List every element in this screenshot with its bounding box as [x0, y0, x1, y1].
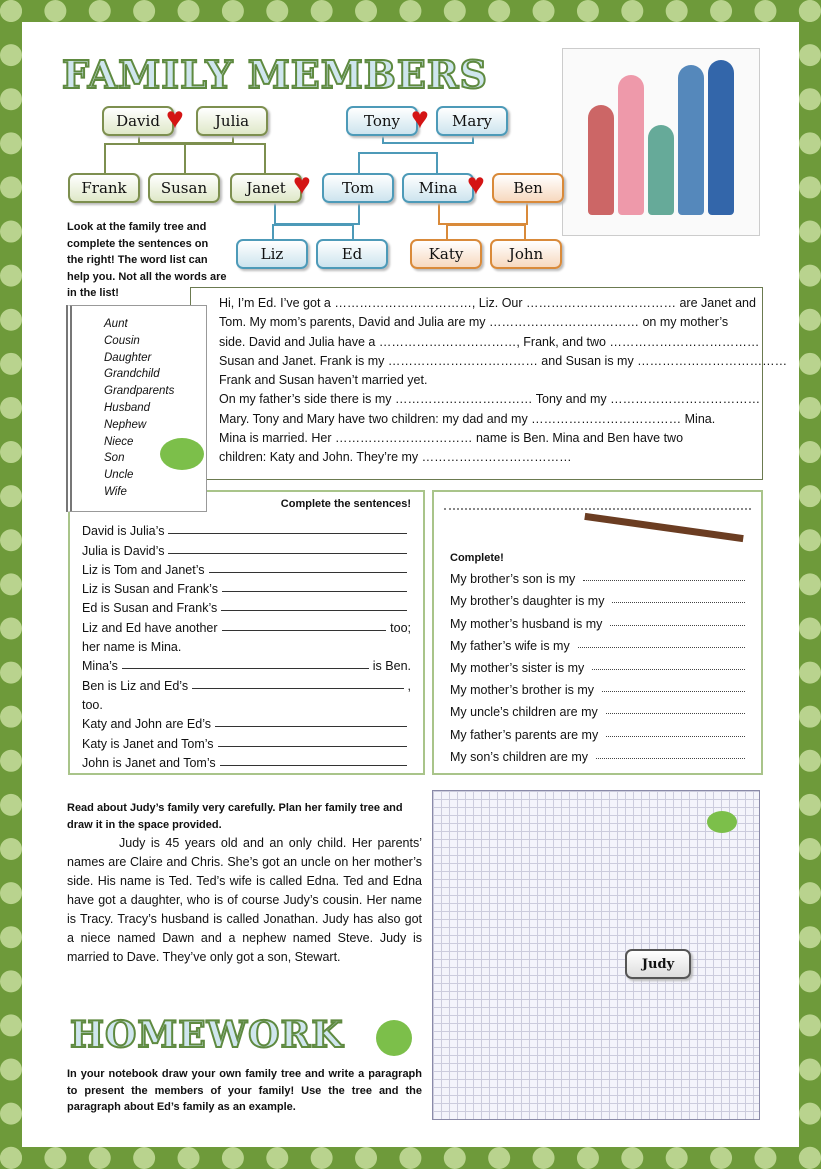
- answer-blank[interactable]: [221, 610, 407, 611]
- answer-blank[interactable]: [192, 688, 403, 689]
- word-list-item: Cousin: [104, 334, 140, 347]
- answer-blank[interactable]: [209, 572, 407, 573]
- tree-node-mina: Mina: [402, 173, 474, 203]
- person-figure: [618, 75, 644, 215]
- tree-line: [358, 152, 438, 173]
- complete-prompt: My mother’s husband is my: [450, 616, 603, 631]
- answer-blank[interactable]: [610, 625, 745, 626]
- sentence-row: [82, 577, 411, 596]
- word-list-item: Grandchild: [104, 368, 160, 381]
- tree-line: [274, 203, 360, 225]
- family-illustration: [562, 48, 760, 236]
- answer-blank[interactable]: [215, 726, 407, 727]
- sentence-prompt: Ben is Liz and Ed’s: [82, 678, 189, 693]
- answer-blank[interactable]: [592, 669, 745, 670]
- homework-title: HOMEWORK: [70, 1014, 344, 1056]
- paragraph-line: Mary. Tony and Mary have two children: my dad and my ……………………………… Mina.: [219, 411, 716, 426]
- blossom-branch-icon: [584, 513, 743, 542]
- tree-node-julia: Julia: [196, 106, 268, 136]
- tree-node-katy: Katy: [410, 239, 482, 269]
- paragraph-line: side. David and Julia have a ……………………………, Frank, and two ………………………………: [219, 334, 760, 349]
- tree-node-tom: Tom: [322, 173, 394, 203]
- spiral-binding: [444, 492, 751, 510]
- answer-blank[interactable]: [220, 765, 407, 766]
- answer-blank[interactable]: [606, 713, 745, 714]
- sentence-row: [82, 654, 411, 673]
- sentence-row: [82, 693, 411, 712]
- sentence-prompt: Liz is Tom and Janet’s: [82, 562, 205, 577]
- complete-row: [450, 608, 745, 630]
- paragraph-line: Mina is married. Her …………………………… name is Ben. Mina and Ben have two: [219, 431, 684, 446]
- tree-node-mary: Mary: [436, 106, 508, 136]
- sentence-prompt: Katy is Janet and Tom’s: [82, 736, 214, 751]
- complete-sentences-heading: Complete the sentences!: [280, 498, 411, 510]
- word-list-item: Daughter: [104, 351, 152, 364]
- sentence-row: [82, 712, 411, 731]
- heart-icon: ♥: [467, 168, 485, 201]
- sentence-prompt: John is Janet and Tom’s: [82, 755, 216, 770]
- page-title: FAMILY MEMBERS: [62, 52, 488, 97]
- paragraph-line: On my father’s side there is my …………………………… Tony and my ………………………………: [219, 392, 761, 407]
- answer-blank[interactable]: [578, 647, 745, 648]
- complete-row: [450, 719, 745, 741]
- tree-instructions: Look at the family tree and complete the sentences on the right! The word list can help you. Not all the words are in the list!: [67, 221, 227, 299]
- heart-icon: ♥: [411, 102, 429, 135]
- person-figure: [708, 60, 734, 215]
- tree-node-susan: Susan: [148, 173, 220, 203]
- complete-prompt: My father’s parents are my: [450, 727, 599, 742]
- paragraph-line: Hi, I’m Ed. I’ve got a ……………………………, Liz. Our ……………………………… are Janet and: [219, 296, 756, 310]
- person-figure: [678, 65, 704, 215]
- complete-prompt: My uncle’s children are my: [450, 705, 598, 720]
- sentence-row: [82, 751, 411, 770]
- sentence-suffix: ,: [407, 678, 411, 693]
- judy-paragraph: Judy is 45 years old and an only child. Her parents’ names are Claire and Chris. She’s got an uncle on her mother’s side. His name is Ted. Ted’s wife is called Edna. Ted and Edna have got a daughter, who is of course Judy’s cousin. Her name is Tracy. Tracy’s husband is called Jonathan. Judy has also got a niece named Dawn and a nephew named Steve. Judy is married to Dave. They’ve only got a son, Stewart.: [67, 836, 422, 964]
- word-list-item: Husband: [104, 401, 151, 414]
- sentence-suffix: is Ben.: [372, 659, 411, 674]
- word-list: [66, 305, 207, 512]
- tree-line: [446, 224, 526, 239]
- complete-row: [450, 631, 745, 653]
- answer-blank[interactable]: [168, 533, 407, 534]
- person-figure: [648, 125, 674, 215]
- answer-blank[interactable]: [606, 736, 745, 737]
- complete-row: [450, 697, 745, 719]
- heart-icon: ♥: [166, 102, 184, 135]
- complete-row: [450, 742, 745, 764]
- sentence-prompt: her name is Mina.: [82, 640, 182, 655]
- complete-prompt: My son’s children are my: [450, 749, 589, 764]
- tree-node-janet: Janet: [230, 173, 302, 203]
- sentence-row: [82, 596, 411, 615]
- complete-prompt: My brother’s son is my: [450, 572, 576, 587]
- sentence-prompt: David is Julia’s: [82, 524, 165, 539]
- sentence-suffix: too;: [390, 620, 411, 635]
- complete-prompt: My mother’s brother is my: [450, 683, 595, 698]
- sentence-prompt: Katy and John are Ed’s: [82, 717, 212, 732]
- sentence-row: [82, 673, 411, 692]
- complete-row: [450, 653, 745, 675]
- tree-node-liz: Liz: [236, 239, 308, 269]
- tree-node-ed: Ed: [316, 239, 388, 269]
- sentence-row: [82, 731, 411, 750]
- sentence-row: [82, 538, 411, 557]
- word-list-item: Aunt: [104, 318, 128, 330]
- word-list-item: Grandparents: [104, 385, 175, 398]
- complete-prompt: My brother’s daughter is my: [450, 594, 605, 609]
- sentence-prompt: too.: [82, 697, 103, 712]
- sentence-prompt: Ed is Susan and Frank’s: [82, 601, 218, 616]
- frog-icon: [707, 811, 737, 833]
- paragraph-line: Frank and Susan haven’t married yet.: [219, 373, 428, 388]
- sentence-prompt: Liz is Susan and Frank’s: [82, 582, 218, 597]
- heart-icon: ♥: [293, 168, 311, 201]
- tree-line: [438, 203, 528, 225]
- sentence-row: [82, 615, 411, 634]
- tree-node-john: John: [490, 239, 562, 269]
- tree-node-david: David: [102, 106, 174, 136]
- answer-blank[interactable]: [168, 553, 407, 554]
- complete-prompt: My mother’s sister is my: [450, 660, 585, 675]
- answer-blank[interactable]: [222, 591, 407, 592]
- sentence-row: [82, 519, 411, 538]
- word-list-item: Son: [104, 452, 125, 465]
- tree-line: [184, 143, 186, 173]
- tree-node-ben: Ben: [492, 173, 564, 203]
- sentence-prompt: Liz and Ed have another: [82, 620, 218, 635]
- sentence-prompt: Mina’s: [82, 659, 118, 674]
- word-list-item: Niece: [104, 435, 134, 448]
- complete-row: [450, 586, 745, 608]
- judy-instructions: Read about Judy’s family very carefully. Plan her family tree and draw it in the space provided.: [67, 802, 403, 831]
- answer-blank[interactable]: [596, 758, 745, 759]
- word-list-item: Uncle: [104, 469, 134, 482]
- complete-heading: Complete!: [450, 552, 504, 564]
- answer-blank[interactable]: [218, 746, 407, 747]
- sentence-prompt: Julia is David’s: [82, 543, 165, 558]
- complete-prompt: My father’s wife is my: [450, 638, 570, 653]
- complete-box: [432, 490, 763, 775]
- tree-line: [382, 136, 474, 144]
- answer-blank[interactable]: [612, 602, 745, 603]
- complete-row: [450, 564, 745, 586]
- paragraph-line: Susan and Janet. Frank is my ……………………………… and Susan is my ………………………………: [219, 353, 788, 368]
- person-figure: [588, 105, 614, 215]
- answer-blank[interactable]: [583, 580, 745, 581]
- complete-sentences-box: [68, 490, 425, 775]
- paragraph-line: children: Katy and John. They’re my ………………………………: [219, 450, 572, 465]
- ed-paragraph: [190, 287, 788, 480]
- tree-node-frank: Frank: [68, 173, 140, 203]
- sentence-row: [82, 635, 411, 654]
- tree-node-tony: Tony: [346, 106, 418, 136]
- sentence-row: [82, 558, 411, 577]
- homework-instructions: In your notebook draw your own family tree and write a paragraph to present the members of your family! Use the tree and the paragraph about Ed’s family as an example.: [67, 1068, 422, 1113]
- word-list-item: Nephew: [104, 418, 147, 431]
- drawing-grid-area[interactable]: [432, 790, 760, 1120]
- judy-node: Judy: [625, 949, 691, 979]
- complete-row: [450, 675, 745, 697]
- word-list-item: Wife: [104, 485, 127, 498]
- answer-blank[interactable]: [602, 691, 745, 692]
- answer-blank[interactable]: [122, 668, 369, 669]
- answer-blank[interactable]: [222, 630, 387, 631]
- tree-line: [272, 224, 354, 239]
- frog-icon: [376, 1020, 412, 1056]
- paragraph-line: Tom. My mom’s parents, David and Julia are my ……………………………… on my mother’s: [219, 315, 729, 330]
